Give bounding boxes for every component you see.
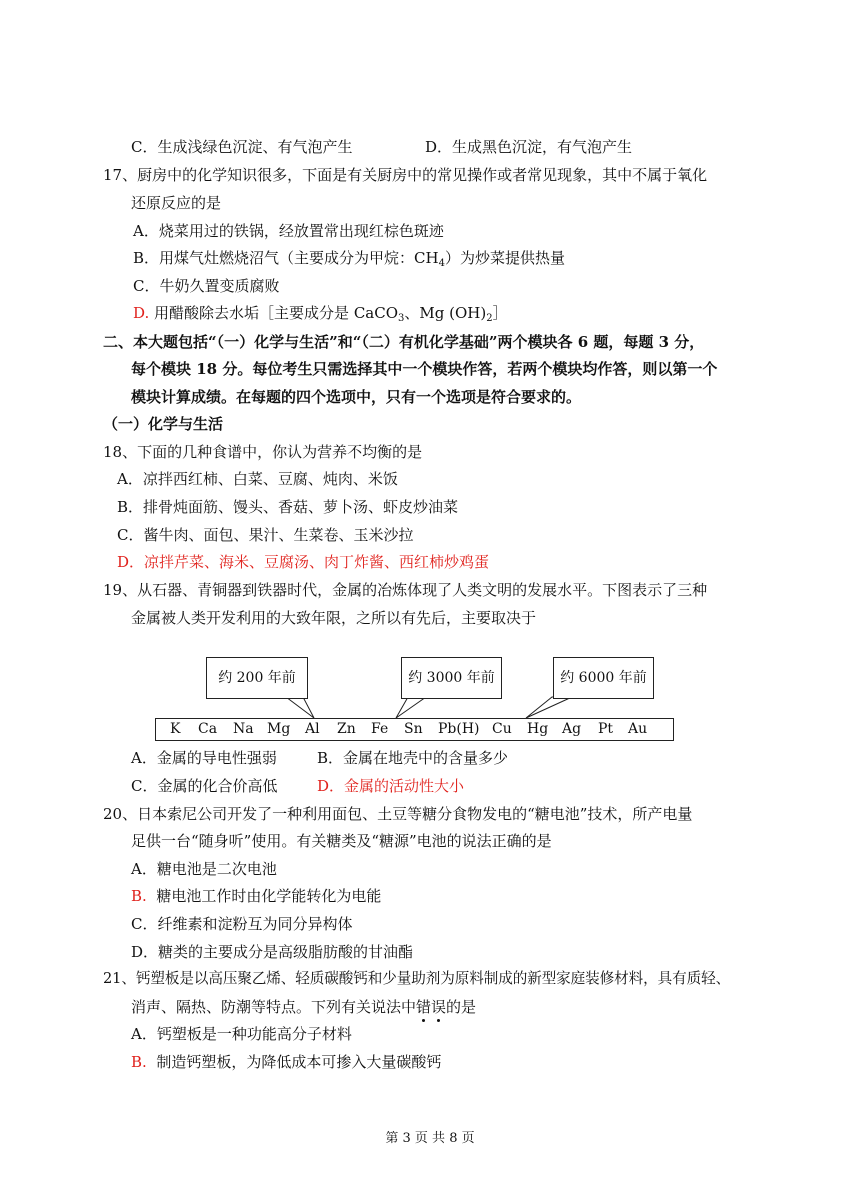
metal-symbol: Sn	[404, 721, 423, 737]
q17-stem-line1: 17、厨房中的化学知识很多，下面是有关厨房中的常见操作或者常见现象，其中不属于氧化	[103, 166, 708, 184]
q20-stem-line2: 足供一台“随身听”使用。有关糖类及“糖源”电池的说法正确的是	[131, 832, 552, 850]
q19-option-a: A．金属的导电性强弱	[131, 749, 277, 767]
callout-3000-years: 约 3000 年前	[401, 657, 502, 699]
q18-stem: 18、下面的几种食谱中，你认为营养不均衡的是	[103, 443, 423, 461]
metal-symbol: Fe	[371, 721, 389, 737]
emphasis-char: 误	[431, 998, 447, 1016]
q16-option-c: C．生成浅绿色沉淀、有气泡产生	[131, 138, 353, 156]
metal-symbol: Ag	[562, 721, 582, 737]
module1-title: （一）化学与生活	[103, 415, 224, 433]
q20-option-d: D．糖类的主要成分是高级脂肪酸的甘油酯	[131, 943, 414, 961]
metal-symbol: Pt	[598, 721, 614, 737]
metal-symbol: Au	[628, 721, 648, 737]
q21-option-b: B. 制造钙塑板，为降低成本可掺入大量碳酸钙	[131, 1053, 442, 1071]
metal-activity-series	[155, 718, 674, 741]
metal-symbol: Al	[305, 721, 320, 737]
metal-symbol: Pb(H)	[438, 721, 480, 737]
q19-option-c: C．金属的化合价高低	[131, 777, 278, 795]
metal-symbol: Mg	[267, 721, 291, 737]
q20-stem-line1: 20、日本索尼公司开发了一种利用面包、土豆等糖分食物发电的“糖电池”技术，所产电量	[103, 805, 693, 823]
q20-option-a: A．糖电池是二次电池	[131, 860, 277, 878]
q17-option-a: A．烧菜用过的铁锅，经放置常出现红棕色斑迹	[133, 222, 444, 240]
q19-stem-line2: 金属被人类开发利用的大致年限，之所以有先后，主要取决于	[131, 609, 537, 627]
metal-symbol: Ca	[198, 721, 218, 737]
metal-symbol: Na	[233, 721, 254, 737]
section2-line3: 模块计算成绩。在每题的四个选项中，只有一个选项是符合要求的。	[131, 388, 582, 406]
q18-option-a: A．凉拌西红柿、白菜、豆腐、炖肉、米饭	[117, 470, 398, 488]
answer-label: D.	[133, 304, 150, 322]
q20-option-b: B. 糖电池工作时由化学能转化为电能	[131, 887, 382, 905]
q17-option-b: B．用煤气灶燃烧沼气（主要成分为甲烷：$CH_4$）为炒菜提供热量	[133, 249, 565, 269]
answer-label: B.	[131, 887, 147, 905]
q18-option-c: C．酱牛肉、面包、果汁、生菜卷、玉米沙拉	[117, 526, 414, 544]
metal-symbol: Zn	[337, 721, 356, 737]
metal-symbol: Cu	[492, 721, 512, 737]
q16-option-d: D．生成黑色沉淀，有气泡产生	[425, 138, 633, 156]
answer-label: B.	[131, 1053, 147, 1071]
callout-200-years: 约 200 年前	[206, 657, 308, 699]
q20-option-c: C．纤维素和淀粉互为同分异构体	[131, 915, 353, 933]
q19-stem-line1: 19、从石器、青铜器到铁器时代，金属的冶炼体现了人类文明的发展水平。下图表示了三种	[103, 581, 708, 599]
q19-option-b: B．金属在地壳中的含量多少	[317, 749, 509, 767]
q17-stem-line2: 还原反应的是	[131, 194, 222, 212]
q18-option-d: D．凉拌芹菜、海米、豆腐汤、肉丁炸酱、西红柿炒鸡蛋	[117, 553, 490, 571]
q18-option-b: B．排骨炖面筋、馒头、香菇、萝卜汤、虾皮炒油菜	[117, 498, 459, 516]
q17-option-c: C．牛奶久置变质腐败	[133, 277, 280, 295]
metal-symbol: Hg	[527, 721, 549, 737]
section2-line1: 二、本大题包括“（一）化学与生活”和“（二）有机化学基础”两个模块各 6 题，每题 3 分，	[103, 333, 705, 351]
q21-stem-line1: 21、钙塑板是以高压聚乙烯、轻质碳酸钙和少量助剂为原料制成的新型家庭装修材料，具有质轻、	[103, 970, 731, 987]
q17-option-d: D. 用醋酸除去水垢［主要成分是 CaCO$_3$、Mg $(OH)_2]$	[133, 304, 508, 324]
q21-option-a: A．钙塑板是一种功能高分子材料	[131, 1025, 352, 1043]
page-footer: 第 3 页 共 8 页	[385, 1131, 475, 1146]
metal-symbol: K	[170, 721, 181, 737]
q21-stem-line2: 消声、隔热、防潮等特点。下列有关说法中错误的是	[131, 998, 477, 1016]
q19-option-d: D．金属的活动性大小	[317, 777, 465, 795]
emphasis-char: 错	[416, 998, 432, 1016]
callout-6000-years: 约 6000 年前	[553, 657, 654, 699]
section2-line2: 每个模块 18 分。每位考生只需选择其中一个模块作答，若两个模块均作答，则以第一个	[131, 360, 718, 378]
